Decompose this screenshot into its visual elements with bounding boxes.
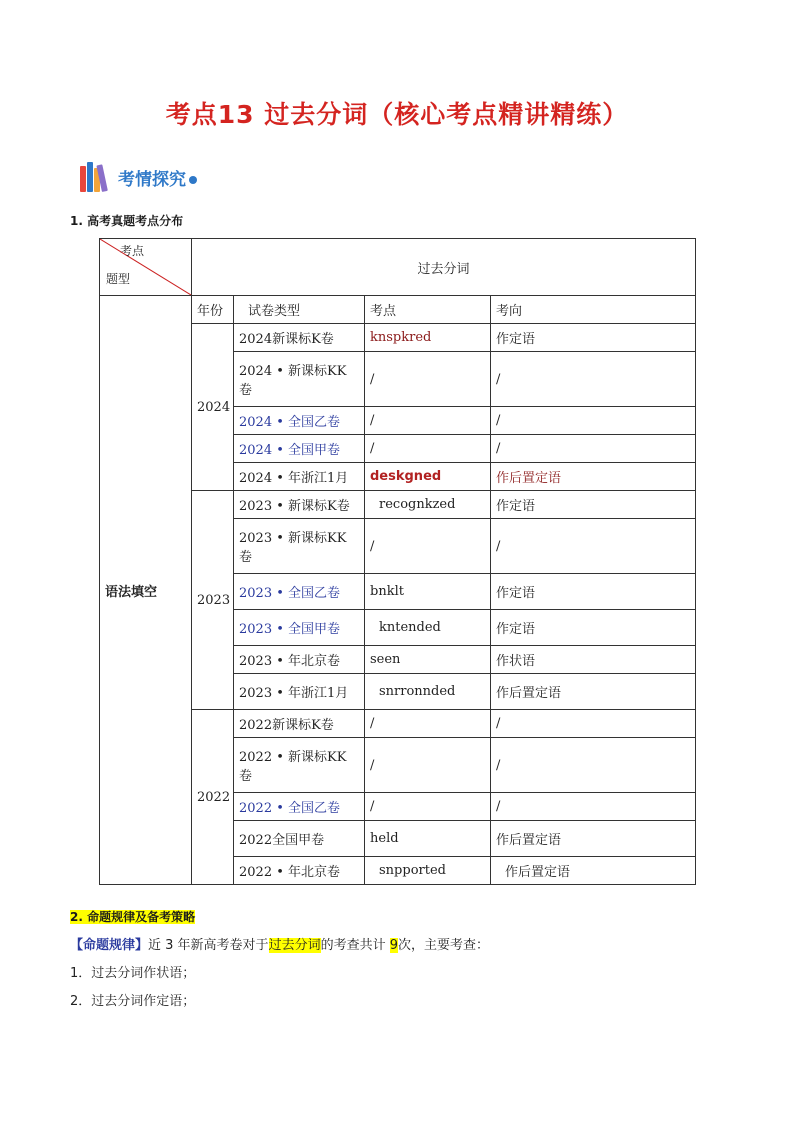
paper-cell: 2023 • 新课标K卷: [234, 491, 365, 519]
col-header-paper: 试卷类型: [234, 296, 365, 324]
col-header-direction: 考向: [491, 296, 696, 324]
point-cell: held: [365, 821, 491, 857]
direction-cell: /: [491, 435, 696, 463]
paper-cell: 2023 • 年北京卷: [234, 646, 365, 674]
point-cell: seen: [365, 646, 491, 674]
exam-distribution-table: [99, 238, 696, 885]
direction-cell: /: [491, 738, 696, 793]
paper-cell: 2024 • 全国乙卷: [234, 407, 365, 435]
direction-cell: 作定语: [491, 491, 696, 519]
year-cell: 2022: [192, 710, 234, 885]
rule-text-c: 次，主要考查：: [398, 938, 490, 953]
banner-dot: [189, 176, 197, 184]
direction-cell: /: [491, 519, 696, 574]
paper-cell: 2023 • 新课标KK卷: [234, 519, 365, 574]
direction-cell: 作后置定语: [491, 463, 696, 491]
rule-label: 【命题规律】: [70, 938, 149, 953]
paper-cell: 2022新课标K卷: [234, 710, 365, 738]
paper-cell: 2024 • 新课标KK卷: [234, 352, 365, 407]
list-item: 1．过去分词作状语；: [70, 966, 196, 981]
point-cell: /: [365, 435, 491, 463]
section-heading-1: 1. 高考真题考点分布: [70, 214, 184, 228]
point-cell: /: [365, 710, 491, 738]
section-heading-2: 2. 命题规律及备考策略: [70, 910, 196, 924]
paper-cell: 2023 • 全国甲卷: [234, 610, 365, 646]
page-title: 考点13 过去分词（核心考点精讲精练）: [165, 100, 629, 129]
table-main-header: 过去分词: [192, 239, 696, 296]
paper-cell: 2022 • 年北京卷: [234, 857, 365, 885]
point-cell: snrronnded: [365, 674, 491, 710]
corner-top-label: 考点: [120, 244, 145, 258]
direction-cell: /: [491, 407, 696, 435]
point-cell: kntended: [365, 610, 491, 646]
books-icon: [80, 162, 114, 192]
direction-cell: /: [491, 352, 696, 407]
year-cell: 2024: [192, 324, 234, 491]
rule-text-a: 近 3 年新高考卷对于: [148, 938, 269, 953]
point-cell: bnklt: [365, 574, 491, 610]
rule-highlight: 过去分词: [268, 938, 321, 953]
point-cell: snpported: [365, 857, 491, 885]
direction-cell: 作后置定语: [491, 674, 696, 710]
direction-cell: 作定语: [491, 610, 696, 646]
paper-cell: 2024新课标K卷: [234, 324, 365, 352]
paper-cell: 2023 • 全国乙卷: [234, 574, 365, 610]
rule-paragraph: [70, 934, 489, 953]
paper-cell: 2024 • 年浙江1月: [234, 463, 365, 491]
paper-cell: 2022 • 全国乙卷: [234, 793, 365, 821]
list-item: 2．过去分词作定语；: [70, 994, 196, 1009]
corner-bottom-label: 题型: [106, 272, 131, 286]
year-cell: 2023: [192, 491, 234, 710]
point-cell: recognkzed: [365, 491, 491, 519]
point-cell: /: [365, 352, 491, 407]
direction-cell: 作定语: [491, 324, 696, 352]
direction-cell: 作后置定语: [491, 857, 696, 885]
direction-cell: /: [491, 793, 696, 821]
paper-cell: 2022 • 新课标KK卷: [234, 738, 365, 793]
col-header-year: 年份: [192, 296, 234, 324]
paper-cell: 2023 • 年浙江1月: [234, 674, 365, 710]
point-cell: knspkred: [365, 324, 491, 352]
point-cell: /: [365, 793, 491, 821]
direction-cell: 作状语: [491, 646, 696, 674]
point-cell: /: [365, 407, 491, 435]
paper-cell: 2022全国甲卷: [234, 821, 365, 857]
direction-cell: 作后置定语: [491, 821, 696, 857]
point-cell: /: [365, 738, 491, 793]
direction-cell: 作定语: [491, 574, 696, 610]
table-corner-cell: [100, 239, 192, 296]
question-type-cell: 语法填空: [100, 296, 192, 885]
section-banner: [80, 160, 197, 194]
rule-text-b: 的考查共计: [320, 938, 390, 953]
direction-cell: /: [491, 710, 696, 738]
point-cell: /: [365, 519, 491, 574]
paper-cell: 2024 • 全国甲卷: [234, 435, 365, 463]
point-cell: deskgned: [365, 463, 491, 491]
rule-count: 9: [389, 938, 398, 953]
banner-label: 考情探究: [118, 169, 186, 190]
col-header-point: 考点: [365, 296, 491, 324]
